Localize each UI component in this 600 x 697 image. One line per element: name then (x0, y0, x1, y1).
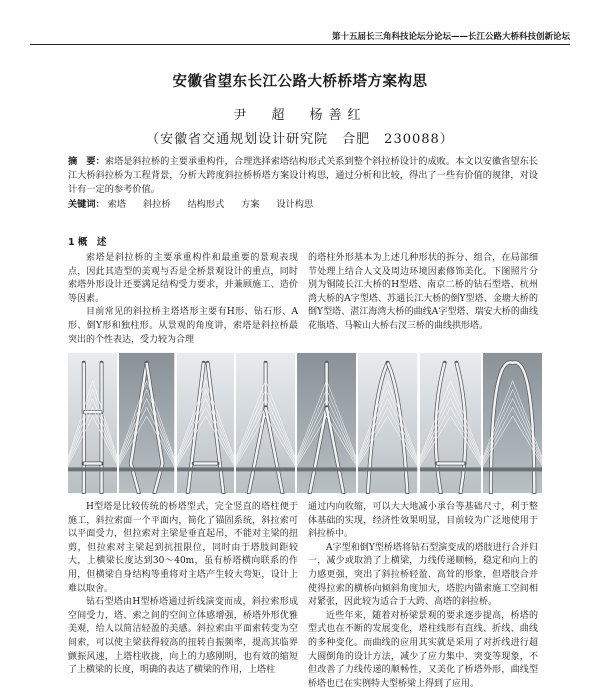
nanjing-diamond-tower-photo (119, 352, 174, 494)
paper-title: 安徽省望东长江公路大桥桥塔方案构思 (172, 74, 428, 90)
abstract-text: 索塔是斜拉桥的主要承重构件，合理选择索塔结构形式关系到整个斜拉桥设计的成败。本文以安徽省望东长江大桥斜拉桥为工程背景，分析大跨度斜拉桥桥塔方案设计构思，通过分析和比较，得出了一些有价值的规律，对设计有一定的参考价值。 (68, 156, 539, 195)
paper-authors: 尹 超 杨善红 (233, 108, 367, 123)
paragraph: 的塔柱外形基本为上述几种形状的拆分、组合，在局部细节处理上结合人文及周边环境因素修饰美化。下图照片分别为铜陵长江大桥的H型塔、南京二桥的钻石型塔、杭州湾大桥的A字型塔、苏通长江大桥的倒Y型塔、金塘大桥的倒Y型塔、湛江海湾大桥的曲线A字型塔、瑞安大桥的曲线花瓶塔、马鞍山大桥右汊三桥的曲线拱形塔。 (308, 253, 538, 331)
paragraph: H型塔是比较传统的桥塔型式，完全竖直的塔柱便于施工，斜拉索面一个平面内，简化了锚固系统，斜拉索可以平面受力，但拉索对主梁是垂直起吊，不能对主梁的扭剪，但拉索对主梁起到抗扭限位，同时由于塔肢间距较大，上横梁长度达到30～40m，虽有桥塔横向联系的作用，但横梁自身结构等重将对主塔产生较大弯矩，设计上难以取舍。 (68, 502, 298, 594)
ruian-vase-tower-photo (420, 352, 481, 494)
sutong-inverted-y-tower-photo (236, 352, 295, 494)
zhanjiang-curved-a-tower-photo (358, 352, 417, 494)
paragraph: A字型和倒Y型桥塔将钻石型演变成的塔肢进行合并归一，减少或取消了上横梁，力线传递顺畅，稳定和向上的力感更强，突出了斜拉桥轻盈、高耸的形象，但塔肢合并使得拉索的横桥向倾斜角度加大，塔腔内锚索施工空间相对紧张，因此较为适合于大跨、高塔的斜拉桥。 (308, 542, 538, 608)
paragraph: 近些年来，随着对桥梁景观的要求逐步提高，桥塔的型式也在不断的发展变化，塔柱线形有直线、折线、曲线的多种变化。而曲线的应用其实就是采用了对折线进行超大圆倒角的设计方法，减少了应力集中、突变等现象，不但改善了力线传递的顺畅性，又美化了桥塔外形，曲线型桥塔也已在实例特大型桥梁上得到了应用。 (308, 610, 538, 689)
paragraph: 目前常见的斜拉桥主塔塔形主要有H形、钻石形、A形、倒Y形和独柱形。从景观的角度讲，索塔是斜拉桥最突出的个性表达，受力较为合理 (68, 307, 298, 345)
body-column-right-bottom (308, 501, 538, 697)
section-heading-overview: 1 概 述 (68, 237, 107, 248)
paragraph: 钻石型塔由H型桥塔通过折线演变而成，斜拉索形成空间受力，塔、索之间的空间立体感增强，桥塔外形优雅美观，给人以简洁轻盈的美感。斜拉索由平面索转变为空间索，可以使主梁获得较高的扭转自振频率，提高其临界颤振风速，上塔柱收拢，向上的力感刚明，也有效的缩短了上横梁的长度，明确的表达了横梁的作用，上塔柱 (68, 597, 298, 676)
paper-affiliation: （安徽省交通规划设计研究院 合肥 230088） (146, 132, 454, 147)
body-column-left-top (68, 252, 298, 347)
keyword: 索塔 (107, 199, 127, 210)
paragraph: 索塔是斜拉桥的主要承重构件和最重要的景观表现点，因此其造型的美观与否是全桥景观设计的重点，同时索塔外形设计还要满足结构受力要求，并兼顾施工、造价等因素。 (68, 253, 298, 304)
abstract (68, 155, 538, 197)
keyword: 斜拉桥 (142, 199, 171, 210)
tower-photo-strip (68, 352, 542, 494)
hangzhou-bay-a-tower-photo (177, 352, 234, 494)
tongling-h-tower-photo (68, 352, 117, 494)
keywords (68, 198, 538, 212)
body-column-right-top (308, 252, 538, 334)
maanshan-arch-tower-photo (483, 352, 542, 494)
paragraph: 通过内向收缩，可以大大地减小承台等基础尺寸，利于整体基础的实现，经济性效果明显，目前较为广泛地使用于斜拉桥中。 (308, 502, 538, 540)
body-column-left-bottom (68, 501, 298, 697)
keywords-label: 关键词： (68, 199, 105, 210)
jintang-inverted-y-tower-photo (297, 352, 356, 494)
keyword: 方案 (241, 199, 260, 210)
keyword: 结构形式 (187, 199, 225, 210)
running-head: 第十五届长三角科技论坛分论坛——长江公路大桥科技创新论坛 (30, 30, 570, 45)
keyword: 设计构思 (276, 199, 314, 210)
abstract-label: 摘 要： (68, 156, 105, 167)
